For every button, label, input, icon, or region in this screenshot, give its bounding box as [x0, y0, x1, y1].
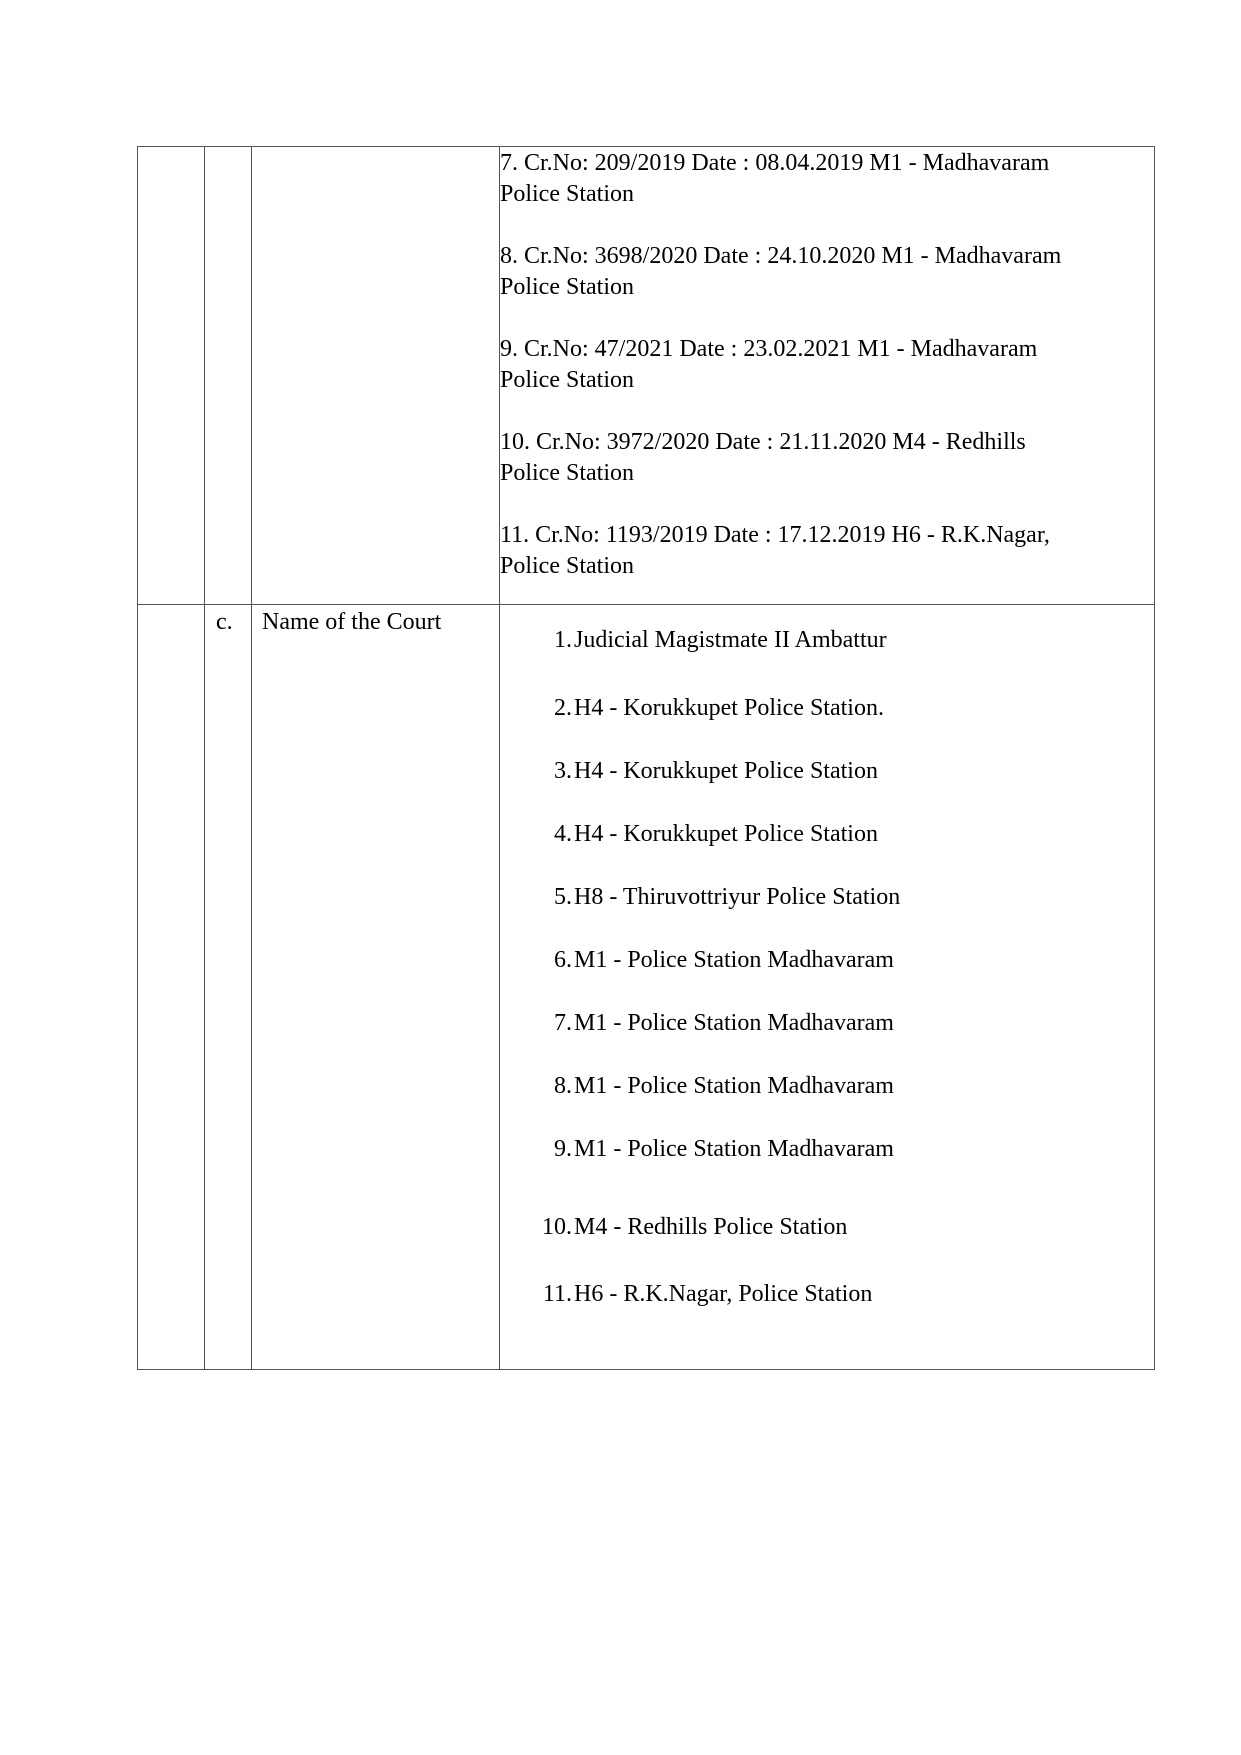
case-entry-line: 11. Cr.No: 1193/2019 Date : 17.12.2019 H6 - R.K.Nagar, — [500, 522, 1050, 548]
list-item-text: H8 - Thiruvottriyur Police Station — [574, 884, 901, 910]
case-entry — [500, 241, 1150, 303]
list-item-number: 9. — [554, 1136, 572, 1162]
list-item-number: 6. — [554, 947, 572, 973]
list-item-number: 11. — [542, 1281, 572, 1307]
column-divider — [251, 146, 252, 1370]
case-entry — [500, 520, 1150, 582]
list-item-number: 3. — [554, 758, 572, 784]
case-entry — [500, 148, 1150, 210]
list-item-text: Judicial Magistmate II Ambattur — [574, 627, 887, 653]
list-item-number: 8. — [554, 1073, 572, 1099]
list-item-number: 2. — [554, 695, 572, 721]
list-item-text: H4 - Korukkupet Police Station. — [574, 695, 884, 721]
list-item-number: 10. — [542, 1214, 572, 1240]
case-entry — [500, 427, 1150, 489]
list-item-text: H4 - Korukkupet Police Station — [574, 758, 878, 784]
case-entry-line: 7. Cr.No: 209/2019 Date : 08.04.2019 M1 - Madhavaram — [500, 150, 1050, 176]
case-entry-line: Police Station — [500, 274, 634, 300]
case-entry-line: 8. Cr.No: 3698/2020 Date : 24.10.2020 M1 - Madhavaram — [500, 243, 1062, 269]
list-item-number: 1. — [554, 627, 572, 653]
list-item-number: 4. — [554, 821, 572, 847]
case-entry-line: 10. Cr.No: 3972/2020 Date : 21.11.2020 M4 - Redhills — [500, 429, 1026, 455]
item-letter: c. — [216, 609, 233, 635]
list-item-text: M4 - Redhills Police Station — [574, 1214, 848, 1240]
case-entry-line: Police Station — [500, 553, 634, 579]
list-item-text: M1 - Police Station Madhavaram — [574, 1073, 894, 1099]
list-item-text: H4 - Korukkupet Police Station — [574, 821, 878, 847]
list-item-text: M1 - Police Station Madhavaram — [574, 947, 894, 973]
case-entry-line: Police Station — [500, 367, 634, 393]
list-item-number: 7. — [554, 1010, 572, 1036]
list-item-text: H6 - R.K.Nagar, Police Station — [574, 1281, 873, 1307]
case-entry — [500, 334, 1150, 396]
row-divider — [137, 604, 1155, 605]
column-divider — [499, 146, 500, 1370]
case-entry-line: 9. Cr.No: 47/2021 Date : 23.02.2021 M1 - Madhavaram — [500, 336, 1038, 362]
case-entry-line: Police Station — [500, 460, 634, 486]
column-divider — [204, 146, 205, 1370]
list-item-number: 5. — [554, 884, 572, 910]
court-label: Name of the Court — [262, 609, 442, 635]
list-item-text: M1 - Police Station Madhavaram — [574, 1010, 894, 1036]
list-item-text: M1 - Police Station Madhavaram — [574, 1136, 894, 1162]
case-entry-line: Police Station — [500, 181, 634, 207]
